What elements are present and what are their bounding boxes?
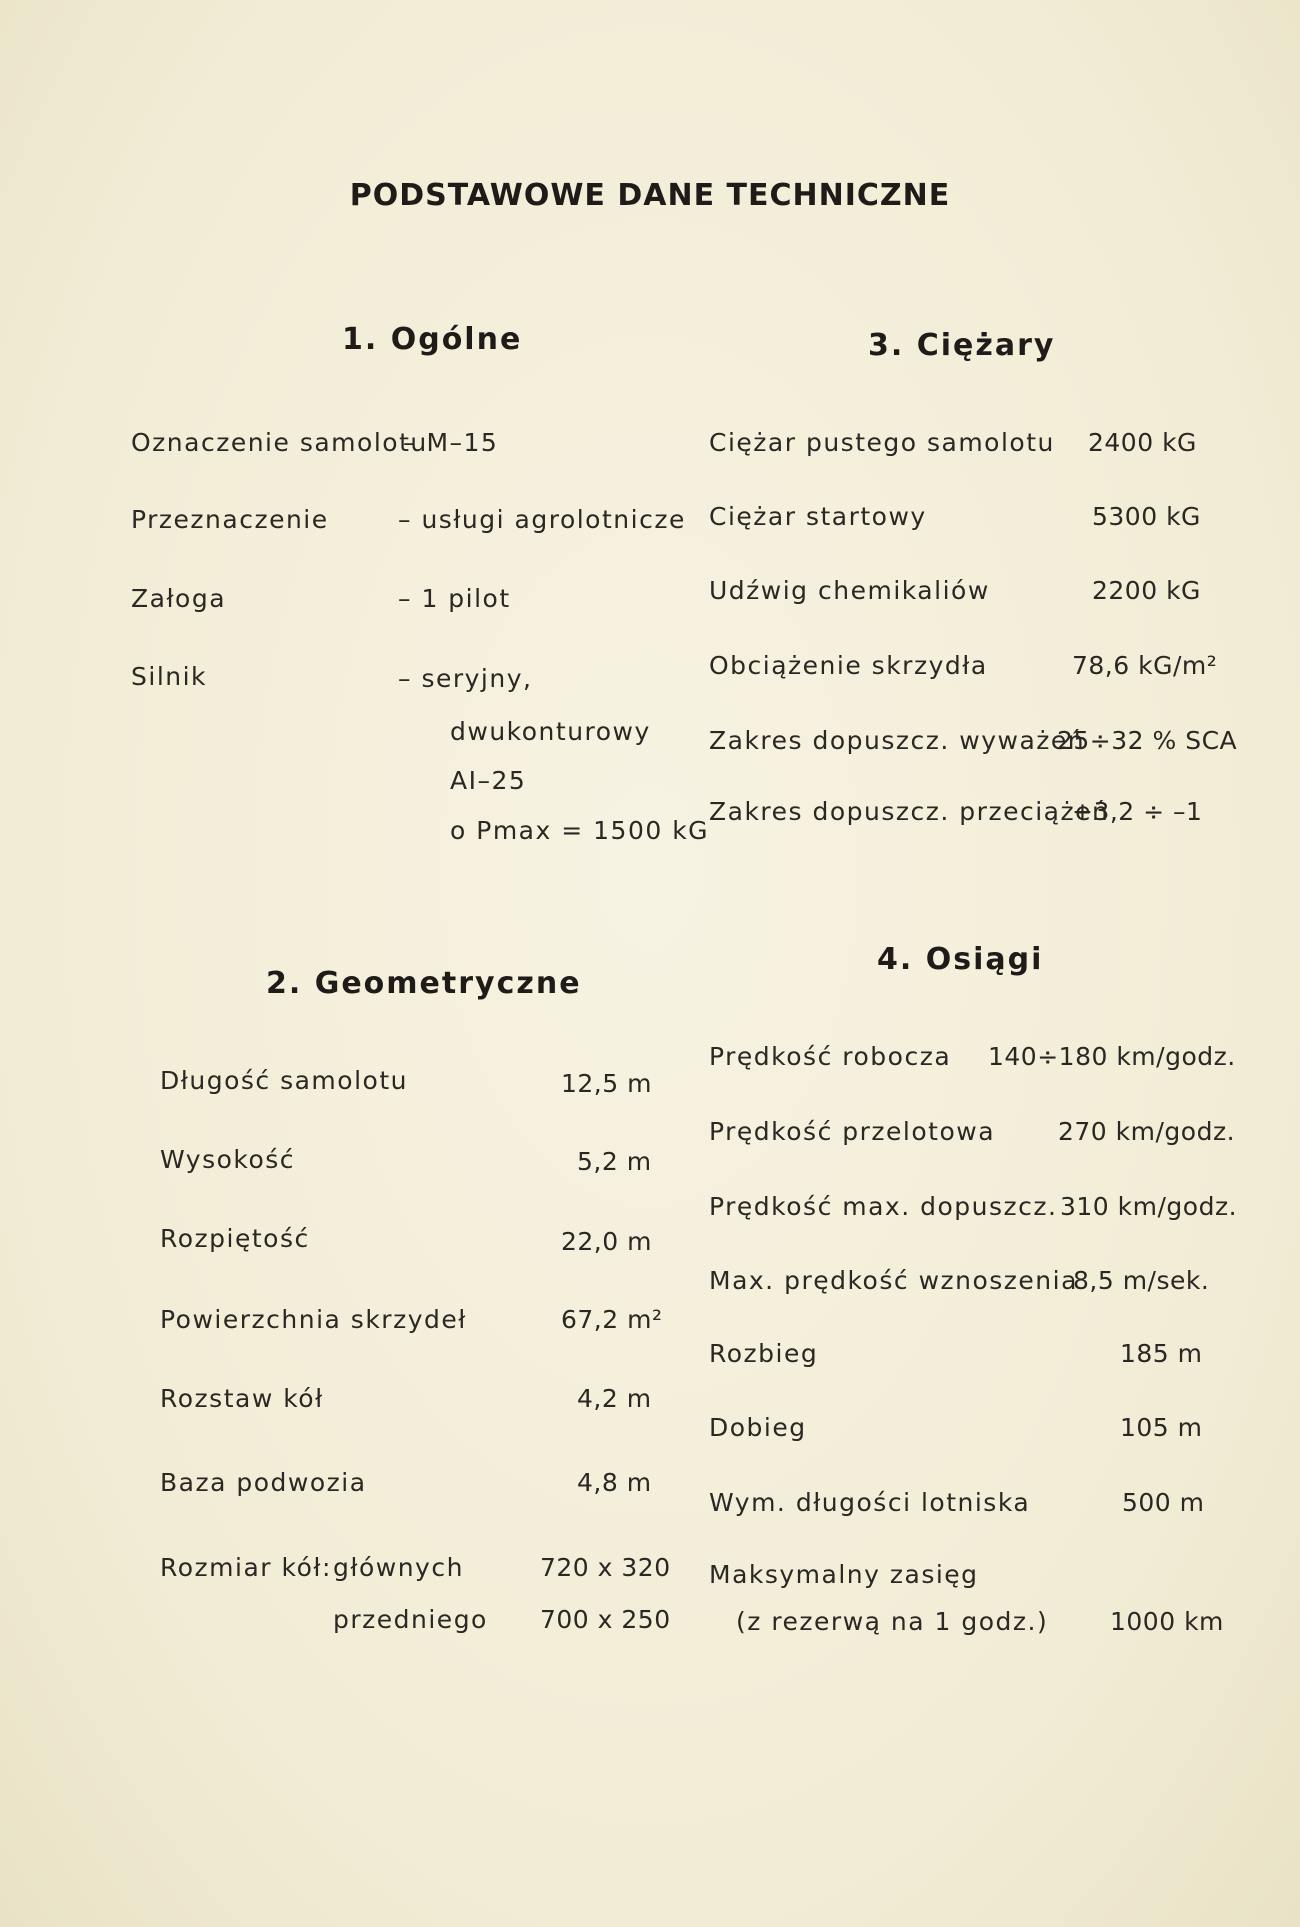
rozstaw-label: Rozstaw kół: [160, 1384, 324, 1413]
kola-glowne-value: 720 x 320: [540, 1553, 671, 1582]
przeciazenia-value: +3,2 ÷ –1: [1072, 797, 1203, 826]
ciezar-startowy-value: 5300 kG: [1092, 502, 1201, 531]
silnik-line: – seryjny,: [398, 664, 533, 693]
wznoszenie-value: 8,5 m/sek.: [1073, 1266, 1210, 1295]
przeciazenia-label: Zakres dopuszcz. przeciążeń: [709, 797, 1110, 826]
kolo-przednie-label: przedniego: [333, 1605, 488, 1634]
baza-label: Baza podwozia: [160, 1468, 367, 1497]
powierzchnia-label: Powierzchnia skrzydeł: [160, 1305, 467, 1334]
section-1-heading: 1. Ogólne: [342, 322, 523, 357]
section-4-heading: 4. Osiągi: [877, 942, 1044, 977]
przeznaczenie-label: Przeznaczenie: [131, 505, 329, 534]
predkosc-max-value: 310 km/godz.: [1060, 1192, 1238, 1221]
wywazenia-label: Zakres dopuszcz. wyważeń: [709, 726, 1086, 755]
oznaczenie-value: – M–15: [403, 428, 499, 457]
silnik-line: o Pmax = 1500 kG: [450, 816, 710, 845]
wysokosc-label: Wysokość: [160, 1145, 296, 1174]
zasieg-value: 1000 km: [1110, 1607, 1224, 1636]
obciazenie-label: Obciążenie skrzydła: [709, 651, 988, 680]
zasieg-label: Maksymalny zasięg: [709, 1560, 979, 1589]
obciazenie-value: 78,6 kG/m²: [1072, 651, 1218, 680]
lotnisko-label: Wym. długości lotniska: [709, 1488, 1031, 1517]
section-3-heading: 3. Ciężary: [868, 328, 1056, 363]
oznaczenie-label: Oznaczenie samolotu: [131, 428, 428, 457]
silnik-line: dwukonturowy: [450, 717, 651, 746]
predkosc-max-label: Prędkość max. dopuszcz.: [709, 1192, 1058, 1221]
lotnisko-value: 500 m: [1122, 1488, 1205, 1517]
ciezar-startowy-label: Ciężar startowy: [709, 502, 927, 531]
ciezar-pusty-label: Ciężar pustego samolotu: [709, 428, 1055, 457]
wznoszenie-label: Max. prędkość wznoszenia: [709, 1266, 1078, 1295]
dobieg-value: 105 m: [1120, 1413, 1203, 1442]
rozbieg-value: 185 m: [1120, 1339, 1203, 1368]
zaloga-label: Załoga: [131, 584, 227, 613]
udzwig-label: Udźwig chemikaliów: [709, 576, 990, 605]
udzwig-value: 2200 kG: [1092, 576, 1201, 605]
ciezar-pusty-value: 2400 kG: [1088, 428, 1197, 457]
rozstaw-value: 4,2 m: [577, 1384, 652, 1413]
przeznaczenie-value: – usługi agrolotnicze: [398, 505, 686, 534]
baza-value: 4,8 m: [577, 1468, 652, 1497]
predkosc-robocza-label: Prędkość robocza: [709, 1042, 952, 1071]
zasieg-rezerwa-label: (z rezerwą na 1 godz.): [736, 1607, 1049, 1636]
rozbieg-label: Rozbieg: [709, 1339, 819, 1368]
rozpietosc-value: 22,0 m: [561, 1227, 652, 1256]
predkosc-przelotowa-value: 270 km/godz.: [1058, 1117, 1236, 1146]
predkosc-robocza-value: 140÷180 km/godz.: [988, 1042, 1236, 1071]
powierzchnia-value: 67,2 m²: [561, 1305, 663, 1334]
dlugosc-label: Długość samolotu: [160, 1066, 408, 1095]
silnik-label: Silnik: [131, 662, 208, 691]
section-2-heading: 2. Geometryczne: [266, 966, 582, 1001]
wywazenia-value: 25÷32 % SCA: [1057, 726, 1238, 755]
dlugosc-value: 12,5 m: [561, 1069, 652, 1098]
rozpietosc-label: Rozpiętość: [160, 1224, 310, 1253]
kola-glowne-label: głównych: [333, 1553, 464, 1582]
wysokosc-value: 5,2 m: [577, 1147, 652, 1176]
silnik-line: AI–25: [450, 766, 527, 795]
kolo-przednie-value: 700 x 250: [540, 1605, 671, 1634]
zaloga-value: – 1 pilot: [398, 584, 511, 613]
rozmiar-kol-label: Rozmiar kół:: [160, 1553, 332, 1582]
page-title: PODSTAWOWE DANE TECHNICZNE: [349, 178, 951, 213]
dobieg-label: Dobieg: [709, 1413, 807, 1442]
predkosc-przelotowa-label: Prędkość przelotowa: [709, 1117, 996, 1146]
